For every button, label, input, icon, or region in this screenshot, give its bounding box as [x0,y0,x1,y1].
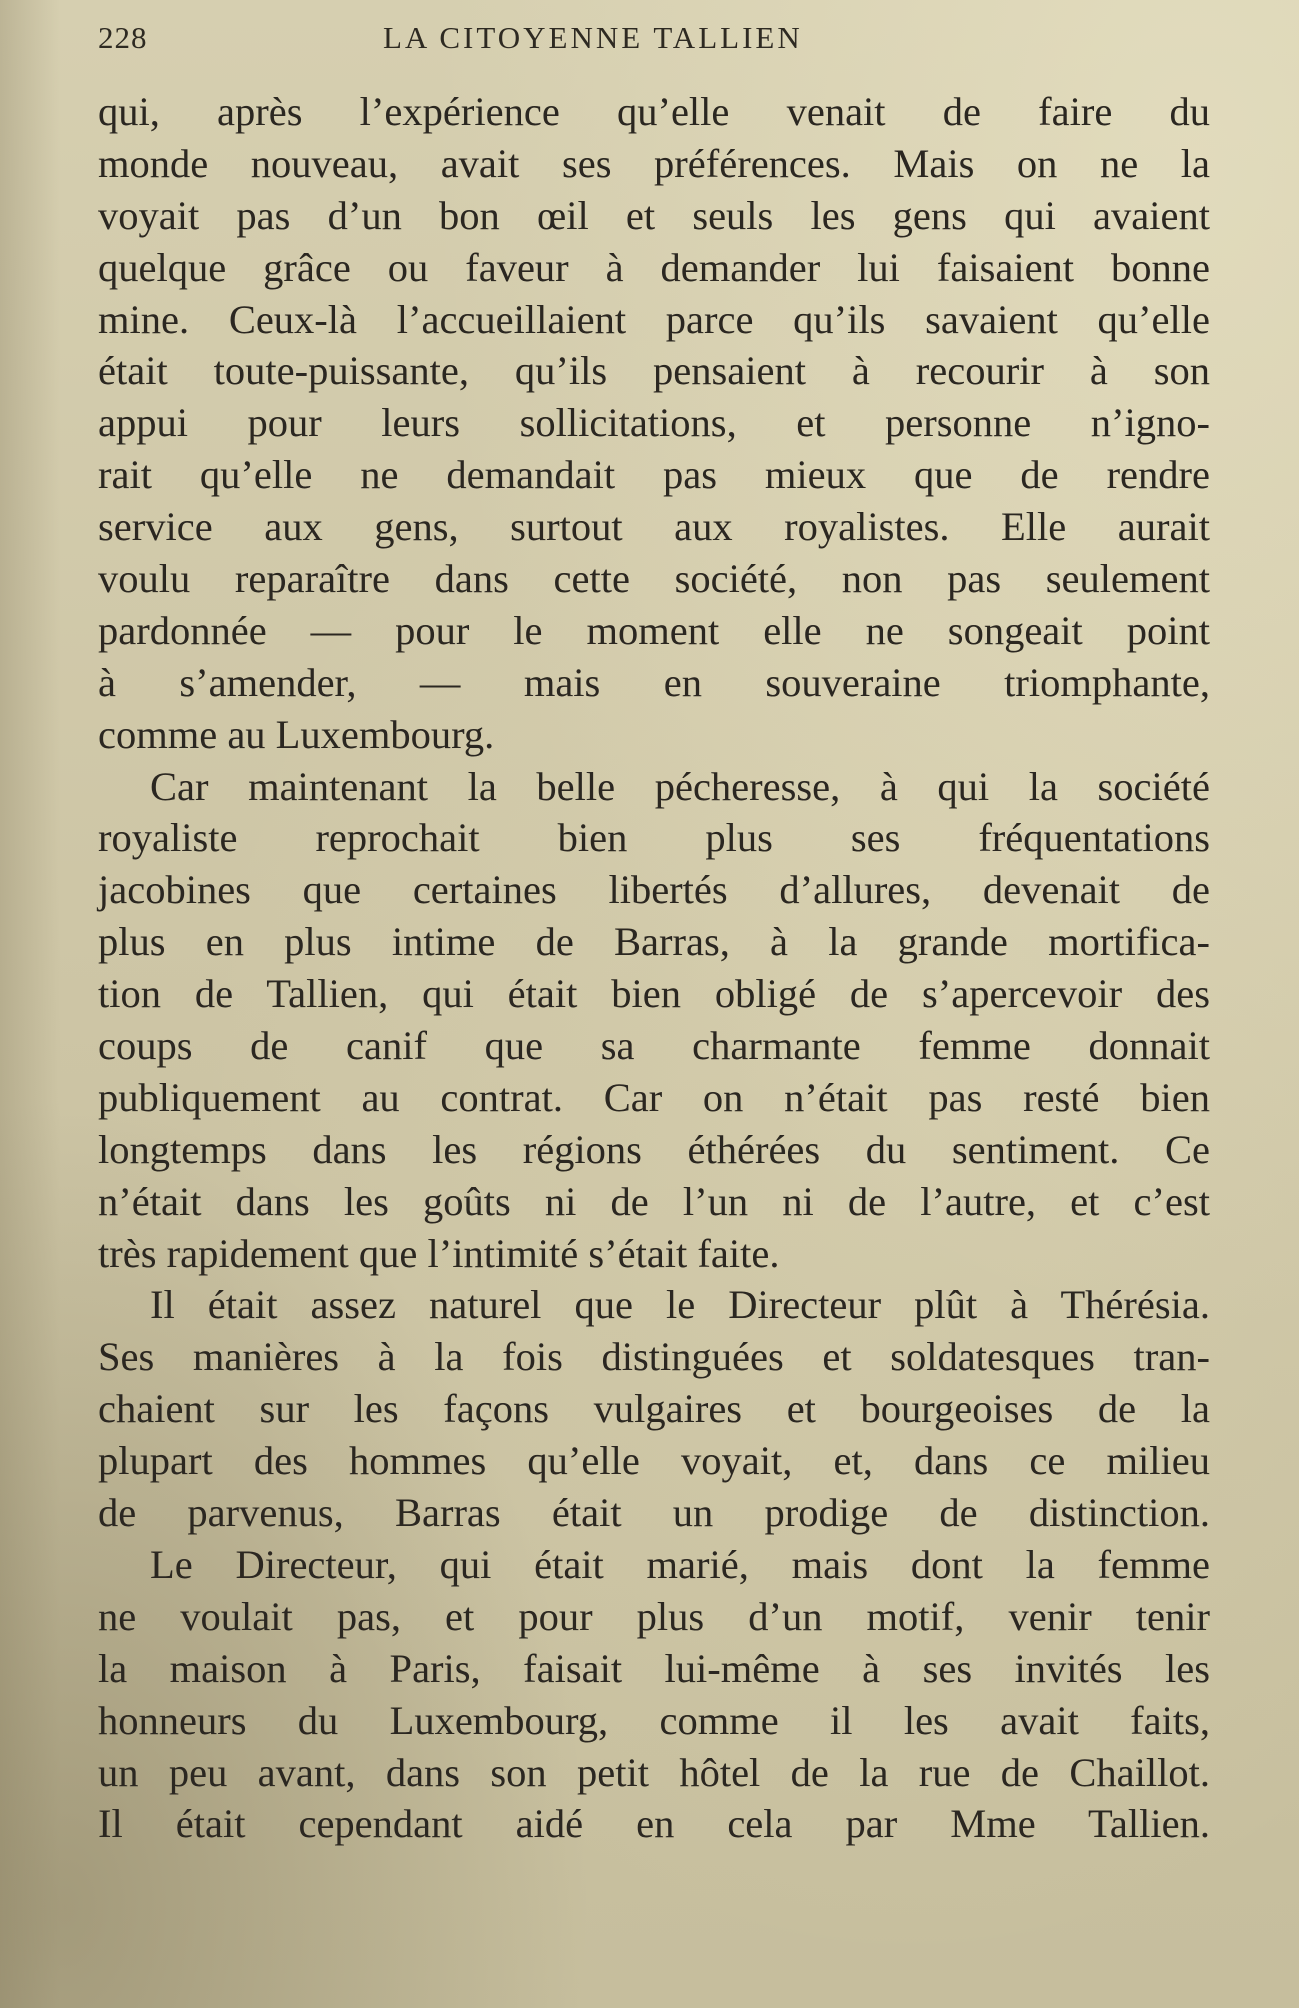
page-header [98,14,1208,64]
text-line: royaliste reprochait bien plus ses fréquentations [98,815,1210,861]
text-line: appui pour leurs sollicitations, et personne n’igno- [98,400,1210,446]
paragraph-start-line: Il était assez naturel que le Directeur plût à Thérésia. [150,1282,1210,1328]
text-line: à s’amender, — mais en souveraine triomphante, [98,659,1210,705]
text-line: plupart des hommes qu’elle voyait, et, dans ce milieu [98,1438,1210,1484]
text-line: chaient sur les façons vulgaires et bourgeoises de la [98,1386,1210,1432]
text-line: un peu avant, dans son petit hôtel de la rue de Chaillot. [98,1749,1210,1795]
text-line: de parvenus, Barras était un prodige de distinction. [98,1490,1210,1536]
text-line: service aux gens, surtout aux royalistes. Elle aurait [98,504,1210,550]
running-title: LA CITOYENNE TALLIEN [383,20,803,55]
text-line: longtemps dans les régions éthérées du sentiment. Ce [98,1126,1210,1172]
paragraph-start-line: Le Directeur, qui était marié, mais dont la femme [150,1541,1210,1587]
text-line: comme au Luxembourg. [98,711,495,757]
text-line: pardonnée — pour le moment elle ne songeait point [98,607,1210,653]
text-line: coups de canif que sa charmante femme donnait [98,1023,1210,1069]
text-line: ne voulait pas, et pour plus d’un motif, venir tenir [98,1593,1210,1639]
page-number: 228 [98,20,148,55]
text-line: n’était dans les goûts ni de l’un ni de l’autre, et c’est [98,1178,1210,1224]
text-line: très rapidement que l’intimité s’était faite. [98,1230,780,1276]
text-line: la maison à Paris, faisait lui-même à ses invités les [98,1645,1210,1691]
text-line: était toute-puissante, qu’ils pensaient à recourir à son [98,348,1210,394]
text-line: voyait pas d’un bon œil et seuls les gens qui avaient [98,192,1210,238]
text-line: rait qu’elle ne demandait pas mieux que de rendre [98,452,1210,498]
text-line: plus en plus intime de Barras, à la grande mortifica- [98,919,1210,965]
text-line: tion de Tallien, qui était bien obligé de s’apercevoir des [98,971,1210,1017]
text-line: publiquement au contrat. Car on n’était pas resté bien [98,1074,1210,1120]
text-line: monde nouveau, avait ses préférences. Mais on ne la [98,140,1210,186]
text-line: jacobines que certaines libertés d’allures, devenait de [98,867,1210,913]
text-line: quelque grâce ou faveur à demander lui faisaient bonne [98,244,1210,290]
text-line: mine. Ceux-là l’accueillaient parce qu’ils savaient qu’elle [98,296,1210,342]
text-line: qui, après l’expérience qu’elle venait de faire du [98,89,1210,134]
body-text [98,86,1210,1850]
paragraph-start-line: Car maintenant la belle pécheresse, à qui la société [150,763,1210,809]
text-line: Il était cependant aidé en cela par Mme Tallien. [98,1801,1210,1847]
text-line: honneurs du Luxembourg, comme il les avait faits, [98,1697,1210,1743]
text-line: voulu reparaître dans cette société, non pas seulement [98,556,1210,602]
text-line: Ses manières à la fois distinguées et soldatesques tran- [98,1334,1210,1380]
